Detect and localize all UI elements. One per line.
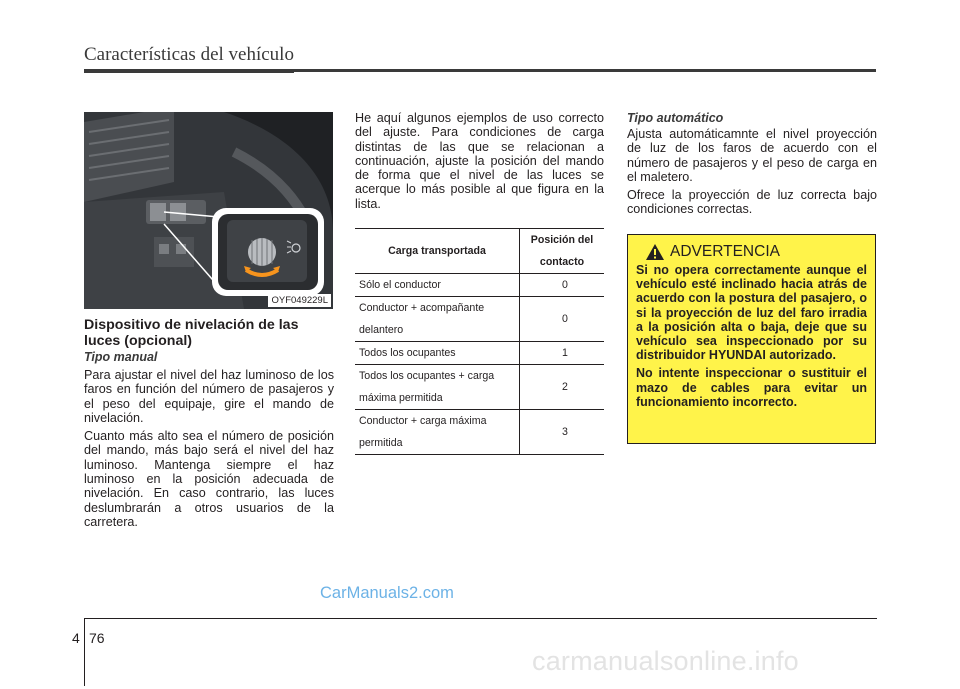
table-row xyxy=(355,342,604,365)
manual-type-heading: Tipo manual xyxy=(84,350,158,364)
warning-box xyxy=(627,234,876,444)
warning-title: ADVERTENCIA xyxy=(670,243,780,260)
warning-header xyxy=(646,243,867,261)
warning-paragraph-1: Si no opera correctamente aunque el vehículo esté inclinado hacia atrás de acuerdo con la postura del pasajero, o si la proyección de luz del faro irradia a la posición alta o baja, deje que su vehículo sea inspeccionado por su distribuidor HYUNDAI autorizado. xyxy=(636,263,867,363)
automatic-paragraph-1: Ajusta automáticamnte el nivel proyección de luz de los faros de acuerdo con el número de pasajeros y el peso de carga en el maletero. xyxy=(627,127,877,184)
section-title: Dispositivo de nivelación de las luces (opcional) xyxy=(84,317,299,349)
footer-divider xyxy=(84,618,85,686)
column-1 xyxy=(84,350,334,533)
table-cell-load: Sólo el conductor xyxy=(355,274,520,297)
examples-paragraph: He aquí algunos ejemplos de uso correcto del ajuste. Para condiciones de carga distintas de las que se relacionan a continuación, ajuste la posición del mando de forma que el nivel de las luces se acerque lo más posible al que figura en la lista. xyxy=(355,111,604,211)
table-cell-position: 0 xyxy=(520,274,605,297)
manual-paragraph-1: Para ajustar el nivel del haz luminoso de los faros en función del número de pasajeros y el peso del equipaje, gire el mando de nivelación. xyxy=(84,368,334,425)
warning-paragraph-2: No intente inspeccionar o sustituir el mazo de cables para evitar un funcionamiento incorrecto. xyxy=(636,366,867,409)
table-header-load: Carga transportada xyxy=(355,229,520,274)
footer-site-watermark: carmanualsonline.info xyxy=(532,646,799,676)
warning-body xyxy=(636,263,867,409)
header-rule-thin xyxy=(84,72,294,73)
table-row xyxy=(355,274,604,297)
page-number: 76 xyxy=(89,630,105,646)
automatic-type-heading: Tipo automático xyxy=(627,111,724,125)
column-3 xyxy=(627,111,877,221)
warning-triangle-icon xyxy=(646,244,664,260)
figure-code: OYF049229L xyxy=(268,294,331,307)
table-row xyxy=(355,410,604,455)
manual-paragraph-2: Cuanto más alto sea el número de posición del mando, más bajo será el nivel del haz luminoso. Mantenga siempre el haz luminoso en la posición adecuada de nivelación. En caso contrario, las luces deslumbrarán a otros usuarios de la carretera. xyxy=(84,429,334,529)
page-header-title: Características del vehículo xyxy=(84,44,294,65)
leveling-switch-photo xyxy=(84,112,333,309)
watermark-link[interactable]: CarManuals2.com xyxy=(320,584,454,602)
table-cell-position: 2 xyxy=(520,365,605,410)
chapter-number: 4 xyxy=(72,630,80,646)
table-cell-position: 3 xyxy=(520,410,605,455)
table-header-position: Posición del contacto xyxy=(520,229,605,274)
table-cell-position: 0 xyxy=(520,297,605,342)
table-row xyxy=(355,365,604,410)
load-position-table xyxy=(355,228,604,455)
automatic-paragraph-2: Ofrece la proyección de luz correcta bajo condiciones correctas. xyxy=(627,188,877,217)
table-header-row xyxy=(355,229,604,274)
table-row xyxy=(355,297,604,342)
table-cell-load: Todos los ocupantes + carga máxima permitida xyxy=(355,365,520,410)
table-cell-position: 1 xyxy=(520,342,605,365)
table-cell-load: Conductor + carga máxima permitida xyxy=(355,410,520,455)
column-2 xyxy=(355,111,604,211)
dashboard-illustration xyxy=(84,112,333,309)
footer-rule xyxy=(84,618,877,619)
table-cell-load: Todos los ocupantes xyxy=(355,342,520,365)
table-cell-load: Conductor + acompañante delantero xyxy=(355,297,520,342)
